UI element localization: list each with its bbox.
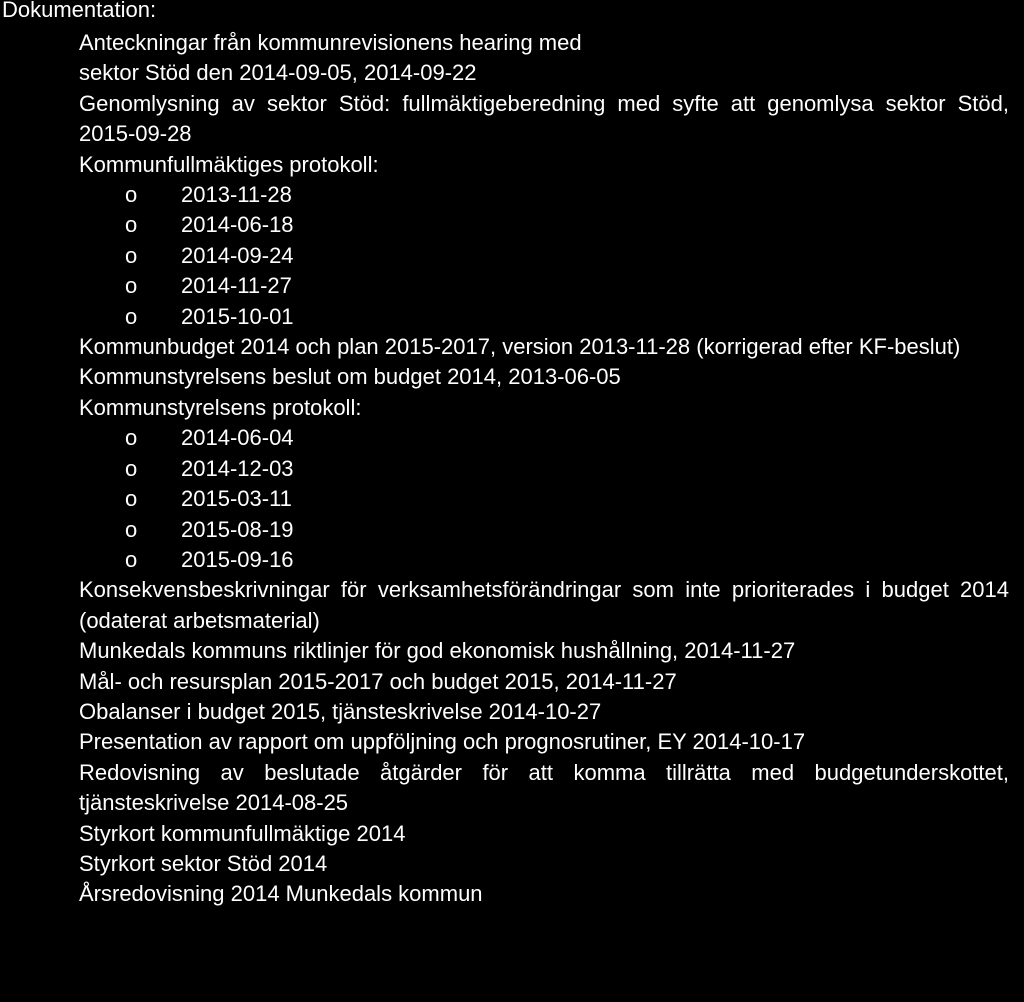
document-item <box>79 575 1024 636</box>
document-item-text: Konsekvensbeskrivningar för verksamhetsförändringar som inte prioriterades i budget 2014 (odaterat arbetsmaterial) <box>79 577 1009 633</box>
document-item <box>79 28 1024 89</box>
document-item <box>79 849 1024 879</box>
document-item <box>79 758 1024 819</box>
document-item-text: Kommunstyrelsens protokoll: <box>79 394 362 420</box>
date-text: 2015-03-11 <box>181 486 292 512</box>
date-item <box>79 302 1024 332</box>
circle-bullet-icon: o <box>125 242 138 268</box>
circle-bullet-icon: o <box>125 546 138 572</box>
document-item <box>79 667 1024 697</box>
document-item-text: Obalanser i budget 2015, tjänsteskrivelse 2014-10-27 <box>79 698 602 724</box>
circle-bullet-icon: o <box>125 455 138 481</box>
document-item-text: Genomlysning av sektor Stöd: fullmäktigeberedning med syfte att genomlysa sektor Stöd, 2015-09-28 <box>79 90 1009 147</box>
document-item <box>79 89 1024 150</box>
date-item <box>79 545 1024 575</box>
document-item <box>79 697 1024 727</box>
date-item <box>79 484 1024 514</box>
document-item-text: Styrkort sektor Stöd 2014 <box>79 850 328 876</box>
date-text: 2014-06-18 <box>181 212 294 238</box>
document-item-text: Kommunstyrelsens beslut om budget 2014, 2013-06-05 <box>79 364 621 390</box>
date-item <box>79 210 1024 240</box>
document-item-text: Årsredovisning 2014 Munkedals kommun <box>79 881 483 907</box>
document-item-text: Mål- och resursplan 2015-2017 och budget 2015, 2014-11-27 <box>79 668 677 694</box>
date-sublist <box>79 423 1024 575</box>
documentation-list <box>0 28 1024 910</box>
circle-bullet-icon: o <box>125 182 138 208</box>
document-item <box>79 819 1024 849</box>
document-item-text: Redovisning av beslutade åtgärder för att komma tillrätta med budgetunderskottet, tjänsteskrivelse 2014-08-25 <box>79 759 1009 816</box>
circle-bullet-icon: o <box>125 516 138 542</box>
date-text: 2015-08-19 <box>181 516 294 542</box>
date-item <box>79 423 1024 453</box>
document-item-text: Styrkort kommunfullmäktige 2014 <box>79 820 406 846</box>
document-item <box>79 636 1024 666</box>
circle-bullet-icon: o <box>125 486 138 512</box>
date-text: 2014-12-03 <box>181 455 294 481</box>
date-item <box>79 454 1024 484</box>
document-item <box>79 879 1024 909</box>
date-text: 2014-11-27 <box>181 273 292 299</box>
circle-bullet-icon: o <box>125 273 138 299</box>
date-text: 2014-09-24 <box>181 242 294 268</box>
date-text: 2013-11-28 <box>181 182 292 208</box>
date-text: 2015-10-01 <box>181 303 294 329</box>
circle-bullet-icon: o <box>125 303 138 329</box>
document-item <box>79 362 1024 392</box>
document-item <box>79 150 1024 332</box>
document-item <box>79 727 1024 757</box>
document-item-text: Presentation av rapport om uppföljning och prognosrutiner, EY 2014-10-17 <box>79 729 806 755</box>
date-text: 2015-09-16 <box>181 546 294 572</box>
date-item <box>79 515 1024 545</box>
document-item-text: Anteckningar från kommunrevisionens hearing med sektor Stöd den 2014-09-05, 2014-09-22 <box>79 30 582 86</box>
circle-bullet-icon: o <box>125 212 138 238</box>
document-item <box>79 393 1024 575</box>
document-item-text: Kommunbudget 2014 och plan 2015-2017, version 2013-11-28 (korrigerad efter KF-beslut) <box>79 334 961 360</box>
circle-bullet-icon: o <box>125 425 138 451</box>
document-item-text: Kommunfullmäktiges protokoll: <box>79 151 379 177</box>
date-sublist <box>79 180 1024 332</box>
date-item <box>79 180 1024 210</box>
document-item <box>79 332 1024 362</box>
date-item <box>79 241 1024 271</box>
date-text: 2014-06-04 <box>181 425 294 451</box>
document-item-text: Munkedals kommuns riktlinjer för god ekonomisk hushållning, 2014-11-27 <box>79 638 796 664</box>
date-item <box>79 271 1024 301</box>
section-heading: Dokumentation: <box>2 0 157 22</box>
